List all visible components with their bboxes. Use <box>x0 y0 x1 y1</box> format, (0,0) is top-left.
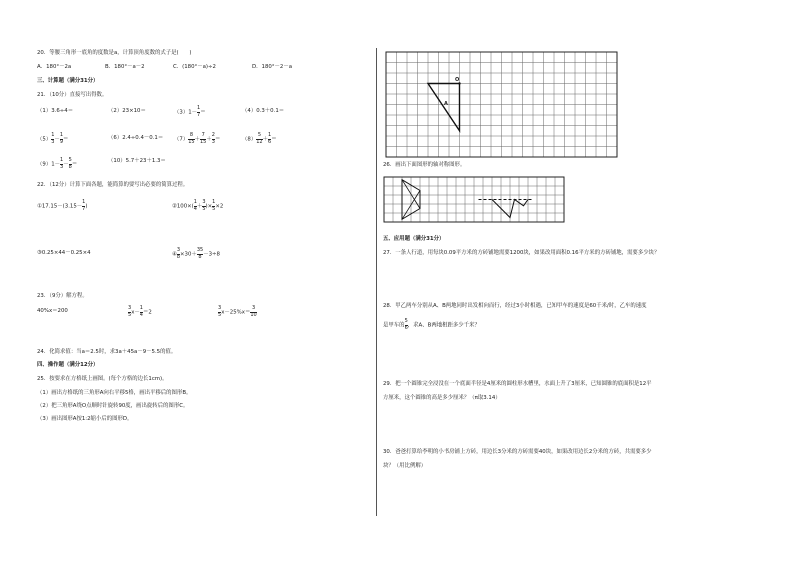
q25-item-1: （1）画出方格纸的三角形A向右平移5格，画出平移后的图形B。 <box>37 390 192 396</box>
q30-line-2: 块？（用比例解） <box>383 463 427 469</box>
q21-title: 21．（10分）直接写出得数。 <box>37 92 108 98</box>
q22-expr-4: ④ $\frac{3}{8}$ ×30＋ $\frac{35}{8}$ －3÷8 <box>172 247 220 260</box>
q20-option-b: B．180°－a－2 <box>105 64 145 70</box>
q21-item-9: （9）1－ $\frac{1}{3}$ － $\frac{5}{8}$ ＝ <box>37 157 78 170</box>
q29-line-2: 方厘米，这个圆锥的高是多少厘米？（π取3.14） <box>383 395 501 401</box>
q21-item-3: （3）1－ $\frac{1}{7}$ ＝ <box>174 105 206 118</box>
q22-expr-3: ③0.25×44－0.25×4 <box>37 250 91 256</box>
q28-line-2: 是甲车的 $\frac{5}{6}$ ，求A、B两地相距多少千米？ <box>383 318 480 331</box>
q21-item-8: （8） $\frac{5}{12}$ ＋ $\frac{1}{6}$ ＝ <box>242 132 277 145</box>
q22-expr-1: ①17.15－(3.15－ $\frac{1}{7}$ ) <box>37 199 88 212</box>
q23-title: 23．（9分）解方程。 <box>37 293 88 299</box>
q21-item-6: （6）2.4÷0.4－0.1＝ <box>108 135 164 141</box>
q21-item-7: （7） $\frac{8}{15}$ ＋ $\frac{7}{15}$ ＋ $\frac{2}{3}$ ＝ <box>174 132 221 145</box>
page-divider <box>376 48 377 516</box>
q20-option-c: C．(180°－a)÷2 <box>173 64 216 70</box>
square-grid-figure <box>383 50 626 159</box>
q25-item-3: （3）画出图形A按1:2缩小后的图形D。 <box>37 416 133 422</box>
triangle-a-label: A <box>444 101 448 107</box>
point-o-label: O <box>455 77 460 83</box>
section-3-heading: 三、计算题（满分31分） <box>37 78 99 84</box>
q28-line-1: 28．甲乙两车分别从A、B两地同时出发相向而行，经过3小时相遇，已知甲车的速度是60千米/时，乙车的速度 <box>383 303 647 309</box>
q30-line-1: 30．爸爸打算给李明的小书房铺上方砖，用边长3分米的方砖需要40块，如果改用边长2分米的方砖，共需要多少 <box>383 449 652 455</box>
q25-item-2: （2）把三角形A绕O点顺时针旋转90度，画出旋转后的图形C。 <box>37 403 189 409</box>
q21-item-5: （5） $\frac{1}{3}$ － $\frac{1}{9}$ ＝ <box>37 132 69 145</box>
q23-eq-2: $\frac{3}{5}$ x－ $\frac{1}{4}$ ＝2 <box>128 305 152 318</box>
q29-line-1: 29．把一个圆锥完全浸没在一个底面半径是4厘米的圆柱形水槽里，水面上升了3厘米，已知圆锥的底面积是12平 <box>383 381 652 387</box>
section-4-heading: 四、操作题（满分12分） <box>37 362 99 368</box>
section-5-heading: 五、应用题（满分31分） <box>383 236 445 242</box>
q21-item-2: （2）23×10＝ <box>108 108 146 114</box>
q22-expr-2: ②100×( $\frac{1}{4}$ ＋ $\frac{3}{5}$ )× $\frac{1}{5}$ ×2 <box>172 199 224 212</box>
q24-text: 24．化简求值：当a＝2.5时，求3a＋45a－9－5.5的值。 <box>37 349 177 355</box>
q20-option-d: D．180°－2－a <box>252 64 293 70</box>
q21-item-4: （4）0.3＋0.1＝ <box>242 108 285 114</box>
q27-text: 27．一条人行道，用每块0.09平方米的方砖铺地需要1200块，如果改用面积0.16平方米的方砖铺地，需要多少块？ <box>383 250 660 256</box>
q23-eq-3: $\frac{3}{5}$ x－25%x＝ $\frac{3}{10}$ <box>218 305 257 318</box>
q25-title: 25．按要求在方格纸上画图。(每个方格的边长1cm)。 <box>37 376 168 382</box>
q20-text: 20．等腰三角形一底角的度数是a，计算顶角度数的式子是( ) <box>37 50 192 56</box>
symmetry-grid-figure <box>383 175 566 229</box>
q26-text: 26．画出下面图形的轴对称图形。 <box>383 162 466 168</box>
q22-title: 22．（12分）计算下面各题，能简算的要写出必要的简算过程。 <box>37 182 189 188</box>
q20-option-a: A．180°－2a <box>37 64 72 70</box>
q21-item-10: （10）5.7＋23＋1.3＝ <box>108 158 166 164</box>
q21-item-1: （1）3.6÷4＝ <box>37 108 74 114</box>
q23-eq-1: 40%x＝200 <box>37 308 68 314</box>
